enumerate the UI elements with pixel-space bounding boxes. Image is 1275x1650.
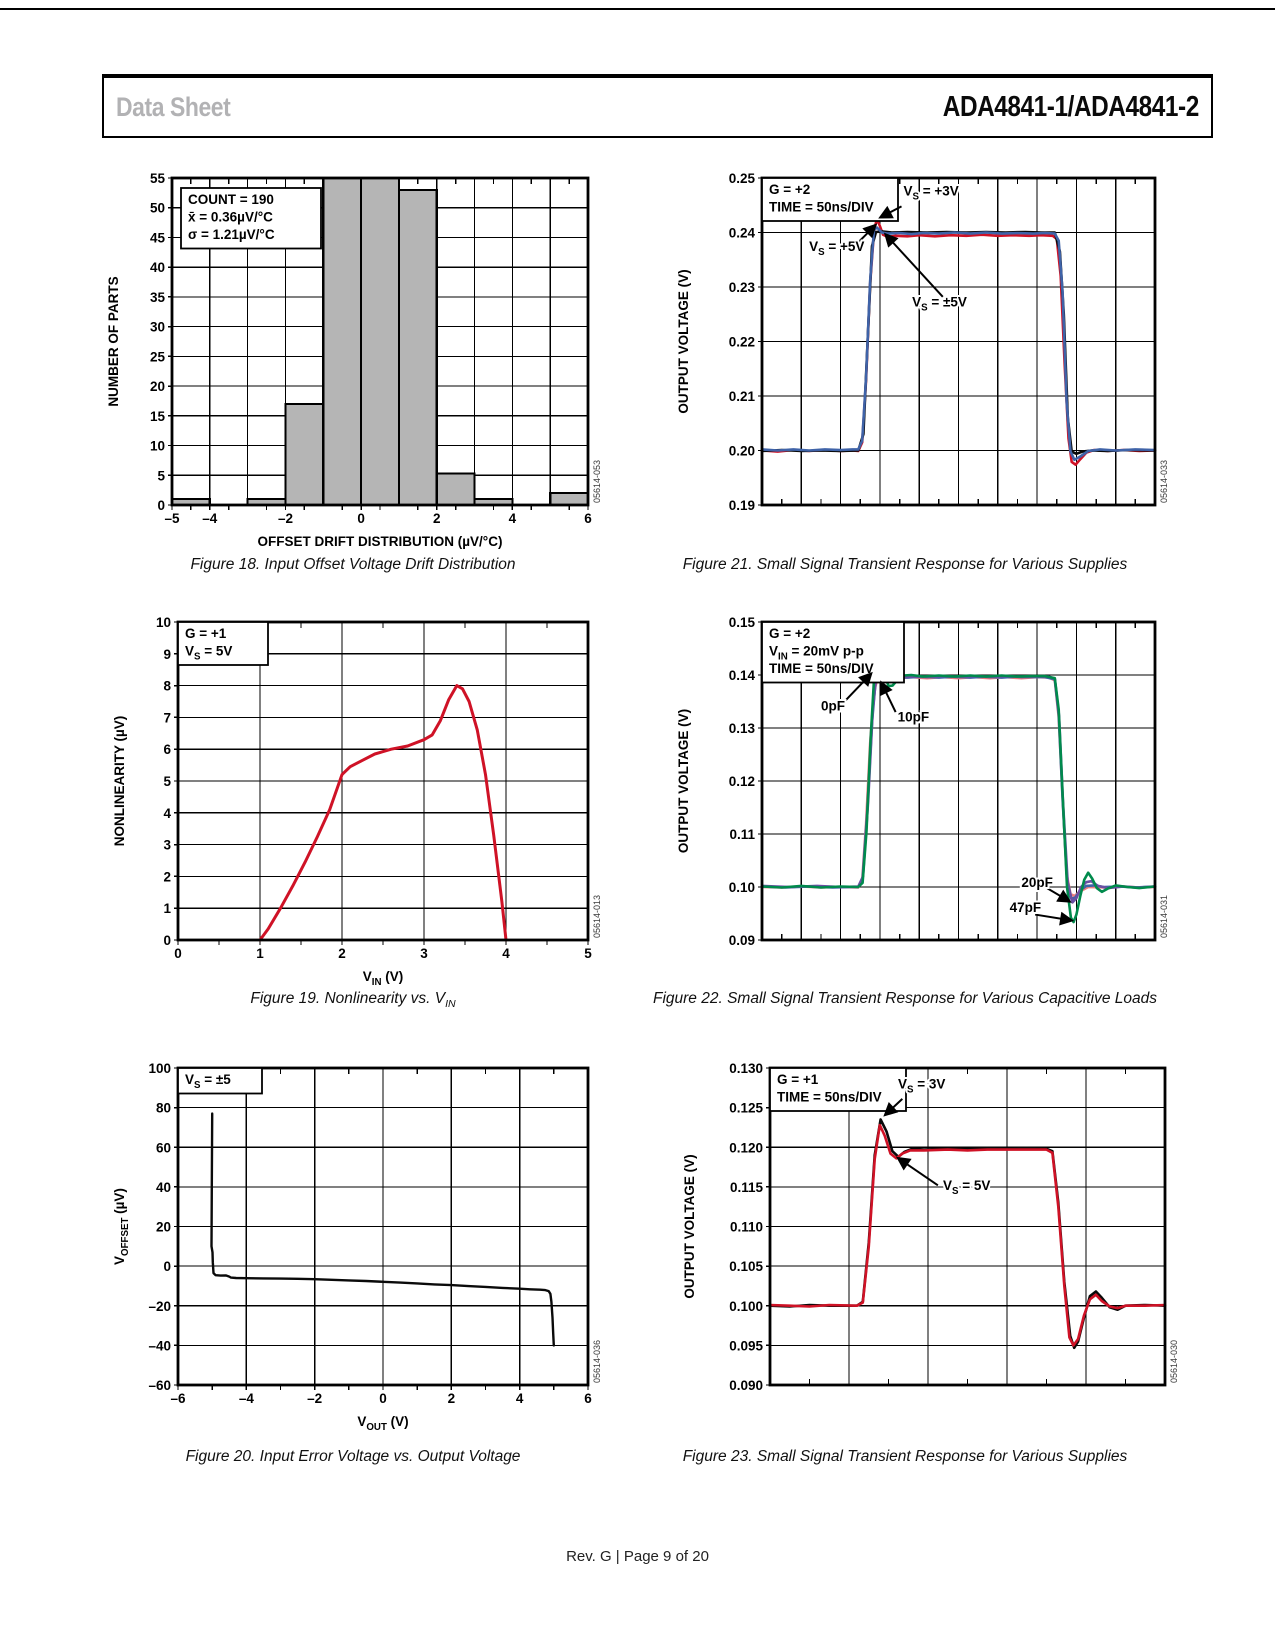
svg-text:2: 2 xyxy=(432,511,441,526)
figure-20-container xyxy=(88,1045,618,1450)
page-header xyxy=(102,74,1213,138)
svg-text:TIME = 50ns/DIV: TIME = 50ns/DIV xyxy=(769,661,874,676)
svg-text:4: 4 xyxy=(163,805,171,821)
svg-text:0: 0 xyxy=(163,1259,171,1275)
svg-text:5: 5 xyxy=(584,946,592,961)
fig19-info-box xyxy=(178,622,268,665)
fig23-info-box xyxy=(770,1068,906,1111)
svg-text:VS = ±5: $V_S = \pm 5$ xyxy=(185,1072,231,1091)
svg-text:2: 2 xyxy=(338,946,346,961)
svg-text:G = +2: G = +2 xyxy=(769,182,811,197)
fig18-y-axis-title: NUMBER OF PARTS xyxy=(106,276,121,407)
svg-text:1: 1 xyxy=(256,946,264,961)
svg-text:0.25: 0.25 xyxy=(728,171,755,186)
svg-text:60: 60 xyxy=(155,1140,171,1156)
page-top-rule xyxy=(0,8,1275,10)
svg-text:TIME = 50ns/DIV: TIME = 50ns/DIV xyxy=(769,199,874,215)
svg-text:4: 4 xyxy=(515,1391,524,1406)
figure-19-caption: Figure 19. Nonlinearity vs. $V_{IN}$ xyxy=(250,990,456,1011)
svg-text:6: 6 xyxy=(584,1391,592,1406)
fig23-y-axis-title: OUTPUT VOLTAGE (V) xyxy=(682,1154,697,1299)
svg-text:–20: –20 xyxy=(148,1298,171,1314)
svg-text:TIME = 50ns/DIV: TIME = 50ns/DIV xyxy=(777,1089,882,1105)
fig19-ticks xyxy=(174,622,588,945)
svg-text:–4: –4 xyxy=(238,1391,254,1406)
fig22-y-axis-title: OUTPUT VOLTAGE (V) xyxy=(676,708,691,854)
svg-text:–6: –6 xyxy=(170,1391,186,1406)
svg-text:0.09: 0.09 xyxy=(728,933,755,948)
footer-text: Rev. G | Page 9 of 20 xyxy=(566,1548,709,1565)
fig23-tick-labels xyxy=(729,1061,763,1393)
svg-text:1: 1 xyxy=(163,901,171,917)
svg-text:G = +1: G = +1 xyxy=(777,1072,819,1087)
svg-text:8: 8 xyxy=(163,678,171,694)
svg-text:4: 4 xyxy=(508,511,517,526)
svg-text:0.20: 0.20 xyxy=(728,443,755,459)
svg-text:VIN = 20mV p-p: $V_{IN} = 20mV$ p-p xyxy=(769,643,864,663)
svg-text:0: 0 xyxy=(174,946,182,961)
svg-text:VS = ±5V: $V_S = \pm 5V$ xyxy=(912,294,967,314)
svg-text:0: 0 xyxy=(157,498,165,513)
svg-text:0.23: 0.23 xyxy=(728,280,755,295)
svg-text:COUNT = 190: COUNT = 190 xyxy=(188,192,274,207)
svg-text:3: 3 xyxy=(163,837,171,853)
svg-text:0.090: 0.090 xyxy=(729,1378,763,1393)
svg-text:VS = 3V: $V_S = 3V$ xyxy=(897,1076,946,1096)
svg-text:35: 35 xyxy=(149,289,165,305)
svg-text:0.125: 0.125 xyxy=(729,1100,763,1116)
fig18-watermark: 05614-053 xyxy=(592,459,602,503)
svg-text:0: 0 xyxy=(357,511,365,526)
svg-text:6: 6 xyxy=(163,742,171,758)
fig22-watermark: 05614-031 xyxy=(1159,894,1169,938)
svg-text:25: 25 xyxy=(149,349,165,365)
svg-text:0.130: 0.130 xyxy=(729,1061,763,1076)
svg-text:0.100: 0.100 xyxy=(729,1298,763,1314)
svg-text:0.115: 0.115 xyxy=(729,1179,763,1195)
svg-text:45: 45 xyxy=(149,230,165,246)
svg-text:20pF: 20pF xyxy=(1021,875,1053,890)
figure-22-chart xyxy=(650,599,1190,1004)
part-number: ADA4841-1/ADA4841-2 xyxy=(942,90,1199,123)
svg-text:–4: –4 xyxy=(202,511,218,526)
svg-text:7: 7 xyxy=(163,710,171,726)
figure-22-container xyxy=(650,599,1190,1004)
svg-text:0.22: 0.22 xyxy=(728,334,755,350)
fig21-tick-labels xyxy=(729,171,756,513)
svg-text:20: 20 xyxy=(149,379,165,395)
svg-text:–40: –40 xyxy=(148,1338,171,1354)
fig20-ticks xyxy=(174,1068,588,1390)
svg-text:0.120: 0.120 xyxy=(729,1140,763,1156)
fig20-tick-labels xyxy=(148,1061,592,1406)
figure-20-chart xyxy=(88,1045,618,1450)
svg-text:0.13: 0.13 xyxy=(728,721,755,736)
fig22-info-box xyxy=(762,622,904,683)
figure-21-chart xyxy=(650,155,1190,570)
svg-text:5: 5 xyxy=(163,774,171,789)
fig20-y-axis-title: $V_{OFFSET}$ (µV) xyxy=(112,1188,131,1265)
figure-23-container xyxy=(650,1045,1190,1450)
fig22-tick-labels xyxy=(729,615,756,948)
fig20-info-box xyxy=(178,1068,262,1094)
svg-text:VS = 5V: $V_S = 5V$ xyxy=(185,643,233,663)
svg-text:0.10: 0.10 xyxy=(728,880,755,895)
figure-18-chart xyxy=(88,155,618,570)
svg-text:0pF: 0pF xyxy=(820,698,845,714)
svg-text:0.12: 0.12 xyxy=(728,774,755,789)
svg-text:0.14: 0.14 xyxy=(728,668,755,683)
fig21-y-axis-title: OUTPUT VOLTAGE (V) xyxy=(676,269,691,414)
svg-text:50: 50 xyxy=(149,200,165,216)
svg-text:G = +1: G = +1 xyxy=(185,626,227,641)
svg-text:–2: –2 xyxy=(277,511,293,526)
svg-text:3: 3 xyxy=(420,946,428,961)
svg-text:0.24: 0.24 xyxy=(728,225,755,241)
fig23-series-1 xyxy=(770,1125,1165,1345)
svg-text:0.105: 0.105 xyxy=(729,1259,763,1275)
fig19-watermark: 05614-013 xyxy=(592,894,602,938)
figure-23-chart xyxy=(650,1045,1190,1450)
svg-text:100: 100 xyxy=(148,1061,171,1076)
doc-type-label: Data Sheet xyxy=(116,91,231,122)
svg-text:0.19: 0.19 xyxy=(728,498,755,513)
figure-23-caption: Figure 23. Small Signal Transient Response for Various Supplies xyxy=(682,1448,1128,1465)
fig20-x-axis-title: $V_{OUT}$ (V) xyxy=(357,1414,409,1433)
svg-text:–5: –5 xyxy=(164,511,180,526)
fig19-y-axis-title: NONLINEARITY (µV) xyxy=(112,715,127,847)
fig18-x-axis-title: OFFSET DRIFT DISTRIBUTION (µV/°C) xyxy=(257,534,503,549)
fig21-watermark: 05614-033 xyxy=(1159,459,1169,503)
svg-text:4: 4 xyxy=(502,946,510,961)
fig23-series-0 xyxy=(770,1120,1165,1348)
svg-text:VS = +5V: $V_S = +5V$ xyxy=(809,239,865,259)
fig23-grid xyxy=(770,1068,1165,1385)
fig19-x-axis-title: $V_{IN}$ (V) xyxy=(362,969,404,988)
page-footer xyxy=(0,1548,1275,1565)
svg-text:30: 30 xyxy=(149,319,165,335)
svg-text:40: 40 xyxy=(149,260,165,276)
svg-text:47pF: 47pF xyxy=(1009,899,1042,915)
svg-text:–2: –2 xyxy=(307,1391,323,1406)
svg-text:9: 9 xyxy=(163,646,171,662)
figure-20-caption: Figure 20. Input Error Voltage vs. Output Voltage xyxy=(185,1448,521,1465)
fig20-grid xyxy=(178,1068,588,1385)
svg-text:–60: –60 xyxy=(148,1378,171,1393)
figure-18-caption: Figure 18. Input Offset Voltage Drift Distribution xyxy=(190,556,516,573)
svg-text:0.095: 0.095 xyxy=(729,1338,763,1354)
figure-19-chart xyxy=(88,599,618,1004)
figure-21-container xyxy=(650,155,1190,570)
svg-text:0: 0 xyxy=(163,933,171,948)
fig19-grid xyxy=(178,622,588,940)
svg-text:0.15: 0.15 xyxy=(728,615,755,630)
figure-19-container xyxy=(88,599,618,1004)
svg-text:0: 0 xyxy=(379,1391,387,1406)
svg-text:15: 15 xyxy=(149,408,165,424)
fig23-watermark: 05614-030 xyxy=(1169,1339,1179,1383)
svg-text:2: 2 xyxy=(163,869,171,885)
svg-text:σ = 1.21µV/°C: σ = 1.21µV/°C xyxy=(188,227,275,242)
svg-text:0.110: 0.110 xyxy=(729,1219,763,1235)
svg-text:10pF: 10pF xyxy=(897,709,930,725)
svg-text:VS = +3V: $V_S = +3V$ xyxy=(903,183,959,203)
fig20-watermark: 05614-036 xyxy=(592,1339,602,1383)
svg-text:x̄ = 0.36µV/°C: x̄ = 0.36µV/°C xyxy=(188,209,273,225)
fig19-tick-labels xyxy=(156,615,592,961)
svg-text:5: 5 xyxy=(157,468,165,484)
figure-22-caption: Figure 22. Small Signal Transient Response for Various Capacitive Loads xyxy=(652,990,1157,1007)
figure-18-container xyxy=(88,155,618,570)
svg-text:0.11: 0.11 xyxy=(729,827,755,842)
svg-text:G = +2: G = +2 xyxy=(769,626,811,641)
svg-text:10: 10 xyxy=(149,438,165,454)
svg-text:80: 80 xyxy=(155,1100,171,1116)
svg-text:10: 10 xyxy=(155,615,171,630)
svg-text:20: 20 xyxy=(155,1219,171,1235)
fig18-info-box xyxy=(181,188,321,249)
svg-text:40: 40 xyxy=(155,1179,171,1195)
svg-text:55: 55 xyxy=(149,171,165,186)
fig21-info-box xyxy=(762,178,898,221)
figure-21-caption: Figure 21. Small Signal Transient Response for Various Supplies xyxy=(682,556,1128,573)
svg-text:VS = 5V: $V_S = 5V$ xyxy=(943,1178,991,1198)
svg-text:2: 2 xyxy=(447,1391,456,1406)
svg-text:6: 6 xyxy=(584,511,592,526)
svg-text:0.21: 0.21 xyxy=(728,389,755,404)
fig21-grid xyxy=(762,178,1155,505)
